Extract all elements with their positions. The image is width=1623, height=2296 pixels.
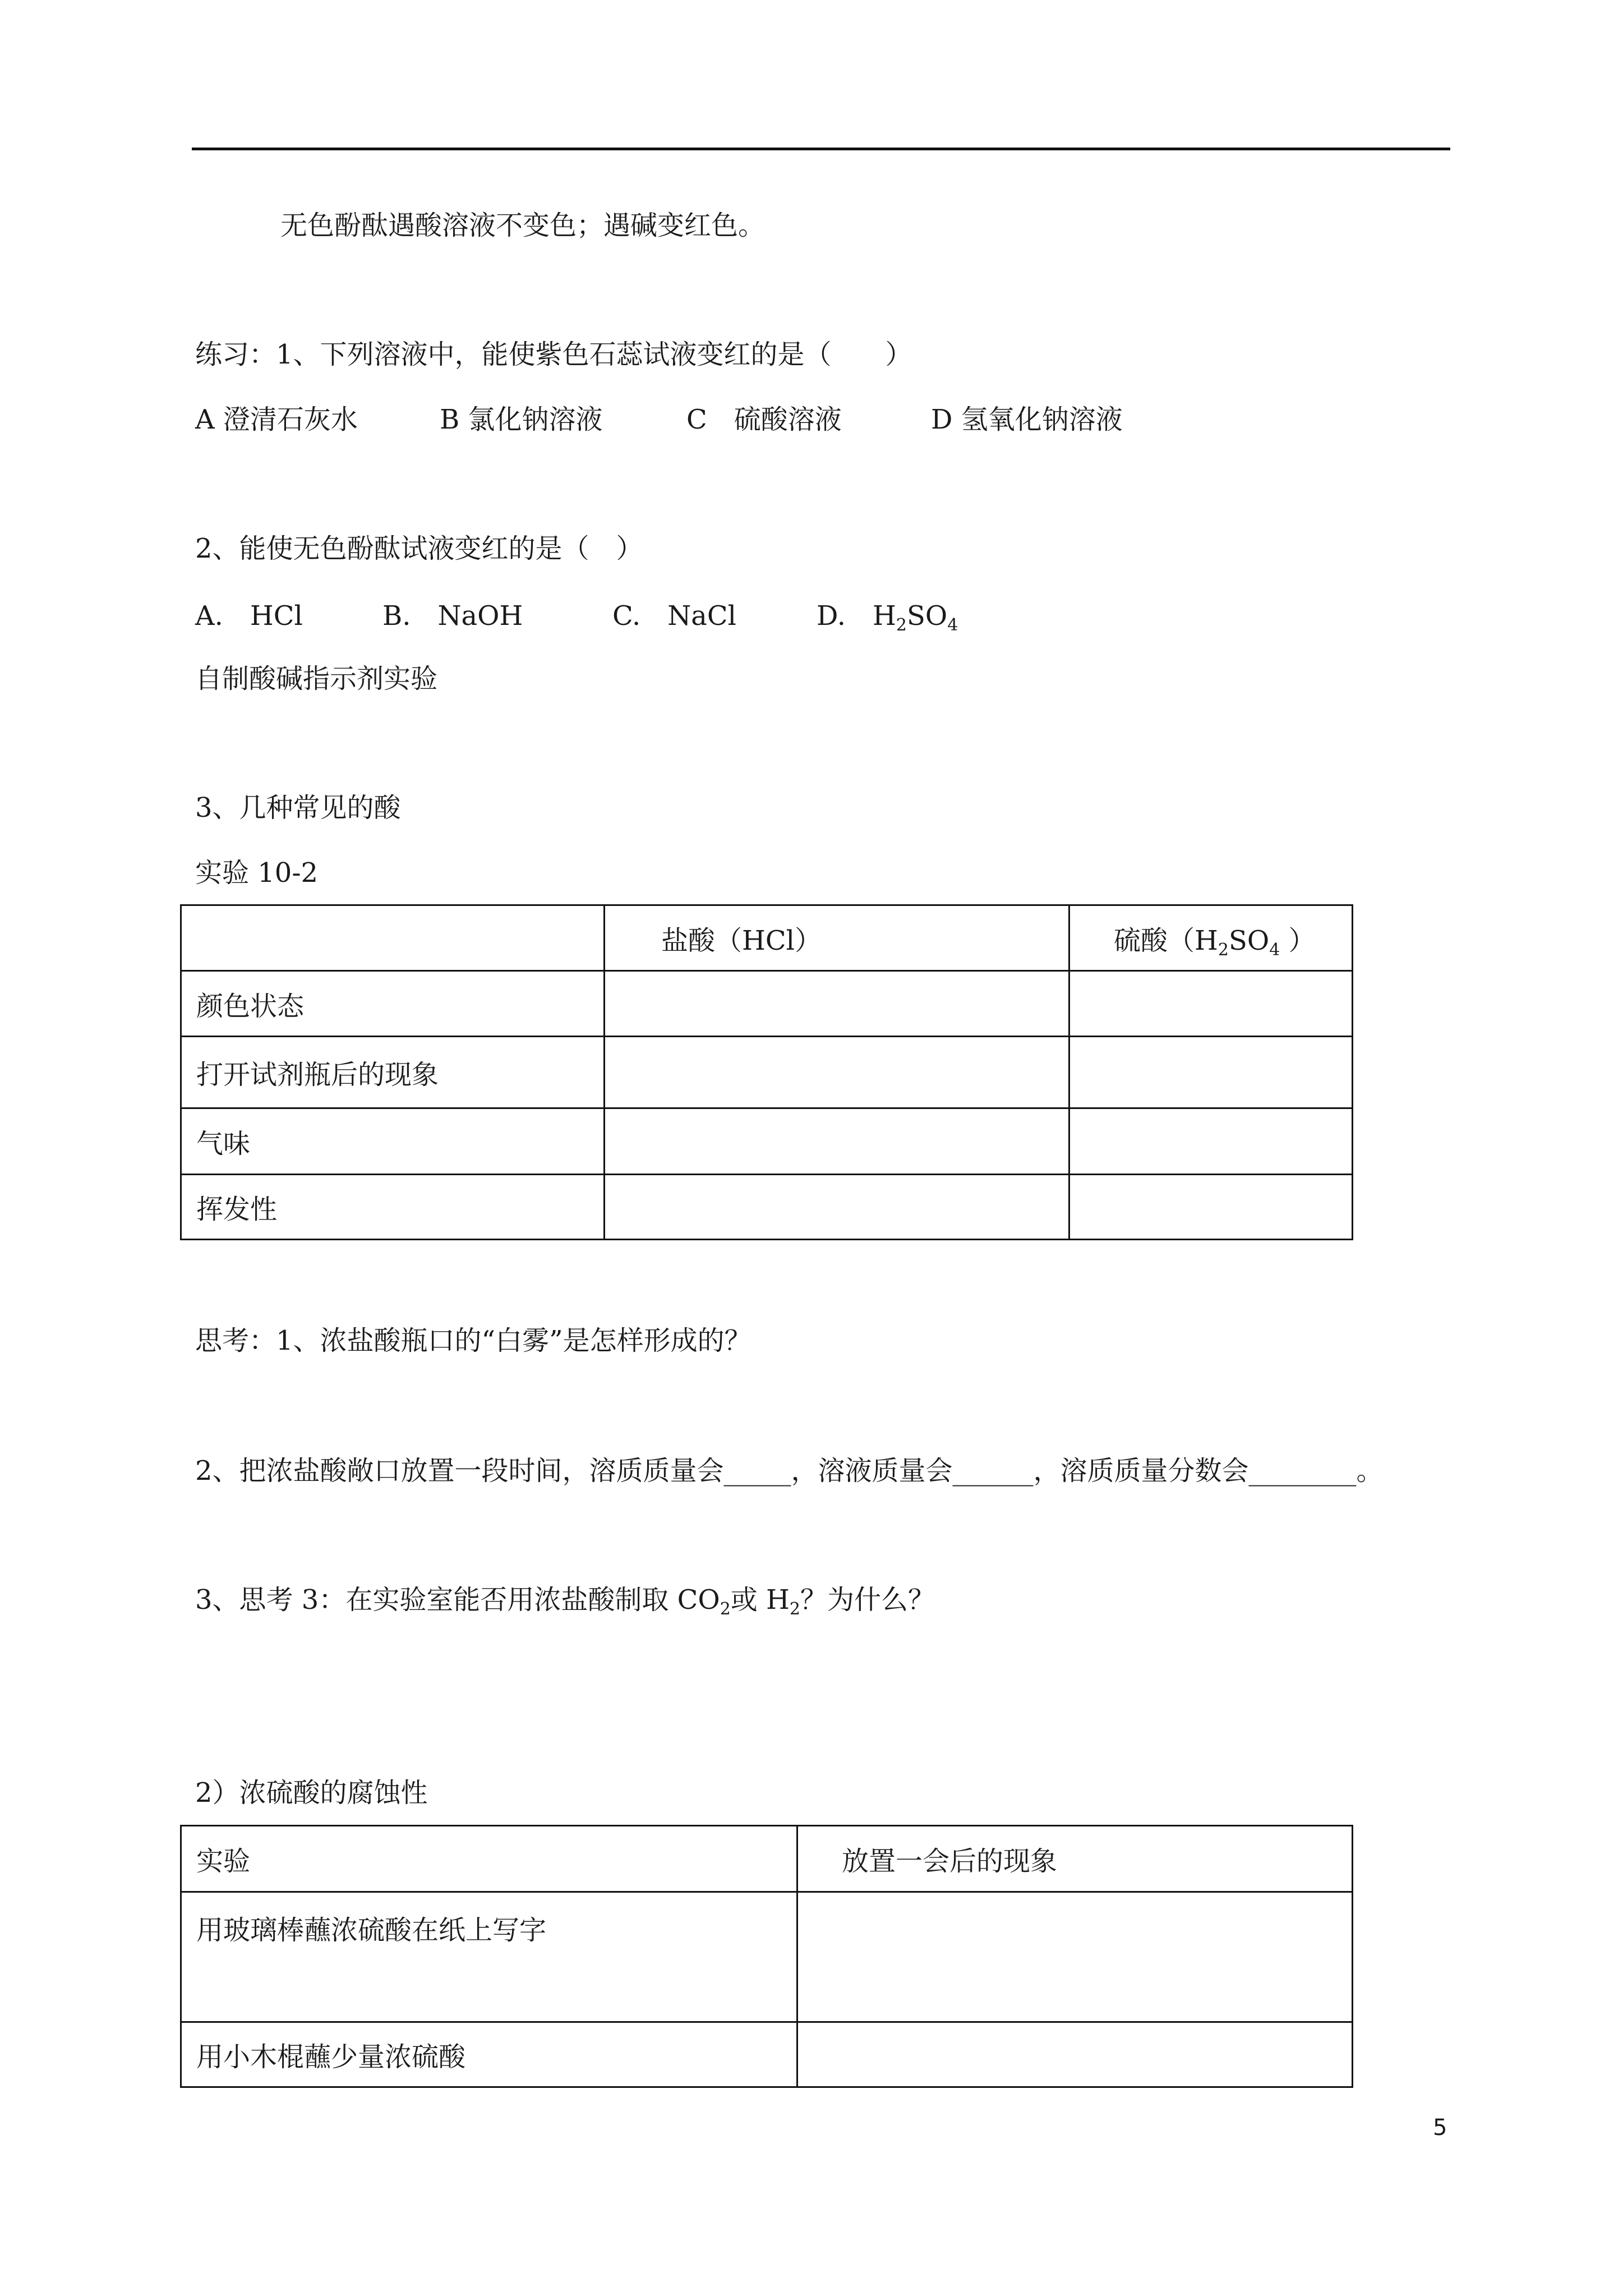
row-label: 颜色状态 [181,971,605,1037]
table-cell [797,2022,1353,2087]
think-question-2: 2、把浓盐酸敞口放置一段时间，溶质质量会_____，溶液质量会______，溶质质量分数会________。 [195,1455,1384,1487]
option-d: D 氢氧化钠溶液 [931,404,1123,435]
option-c: C. NaCl [612,600,736,632]
table-header-row [181,905,1353,971]
option-a: A. HCl [195,600,303,632]
table-cell [605,1175,1069,1240]
exercise-1-question: 练习：1、下列溶液中，能使紫色石蕊试液变红的是（ ） [195,339,912,370]
table-row [181,1037,1353,1108]
row-label: 挥发性 [181,1175,605,1240]
row-label: 用玻璃棒蘸浓硫酸在纸上写字 [181,1892,797,2022]
table-row [181,2022,1353,2087]
table-header-row [181,1826,1353,1892]
header-observation: 放置一会后的现象 [797,1826,1353,1892]
table-cell [605,1108,1069,1175]
option-d: D. $H_2SO_4$ [817,600,958,635]
table-cell [605,1037,1069,1108]
think-question-3: 3、思考 3：在实验室能否用浓盐酸制取 $CO_2$或 $H_2$？为什么？ [195,1584,935,1619]
exercise-1-options [195,403,1429,436]
acid-properties-table [180,904,1353,1240]
intro-text: 无色酚酞遇酸溶液不变色；遇碱变红色。 [280,210,766,241]
table-cell [1069,1108,1353,1175]
experiment-label: 实验 10-2 [195,857,319,889]
row-label: 用小木棍蘸少量浓硫酸 [181,2022,797,2087]
table-row [181,1175,1353,1240]
table-row [181,971,1353,1037]
table-row [181,1108,1353,1175]
table-cell [181,905,605,971]
think-question-1: 思考：1、浓盐酸瓶口的“白雾”是怎样形成的？ [195,1325,751,1356]
table-cell [605,971,1069,1037]
header-h2so4: 硫酸（$H_2SO_4$ ） [1069,905,1353,971]
diy-indicator-heading: 自制酸碱指示剂实验 [195,663,438,694]
option-b: B. NaOH [382,600,523,632]
table-cell [797,1892,1353,2022]
table-cell [1069,971,1353,1037]
exercise-2-options [195,599,1429,633]
header-experiment: 实验 [181,1826,797,1892]
section-3-heading: 3、几种常见的酸 [195,792,401,823]
row-label: 打开试剂瓶后的现象 [181,1037,605,1108]
option-a: A 澄清石灰水 [195,404,358,435]
table-cell [1069,1037,1353,1108]
row-label: 气味 [181,1108,605,1175]
exercise-2-question: 2、能使无色酚酞试液变红的是（ ） [195,533,643,564]
option-c: C 硫酸溶液 [686,404,842,435]
header-hcl: 盐酸（HCl） [605,905,1069,971]
page-number: 5 [1433,2115,1447,2141]
corrosive-heading: 2）浓硫酸的腐蚀性 [195,1777,428,1809]
table-row [181,1892,1353,2022]
table-cell [1069,1175,1353,1240]
option-b: B 氯化钠溶液 [440,404,603,435]
header-rule [192,148,1450,150]
sulfuric-acid-table [180,1825,1353,2088]
